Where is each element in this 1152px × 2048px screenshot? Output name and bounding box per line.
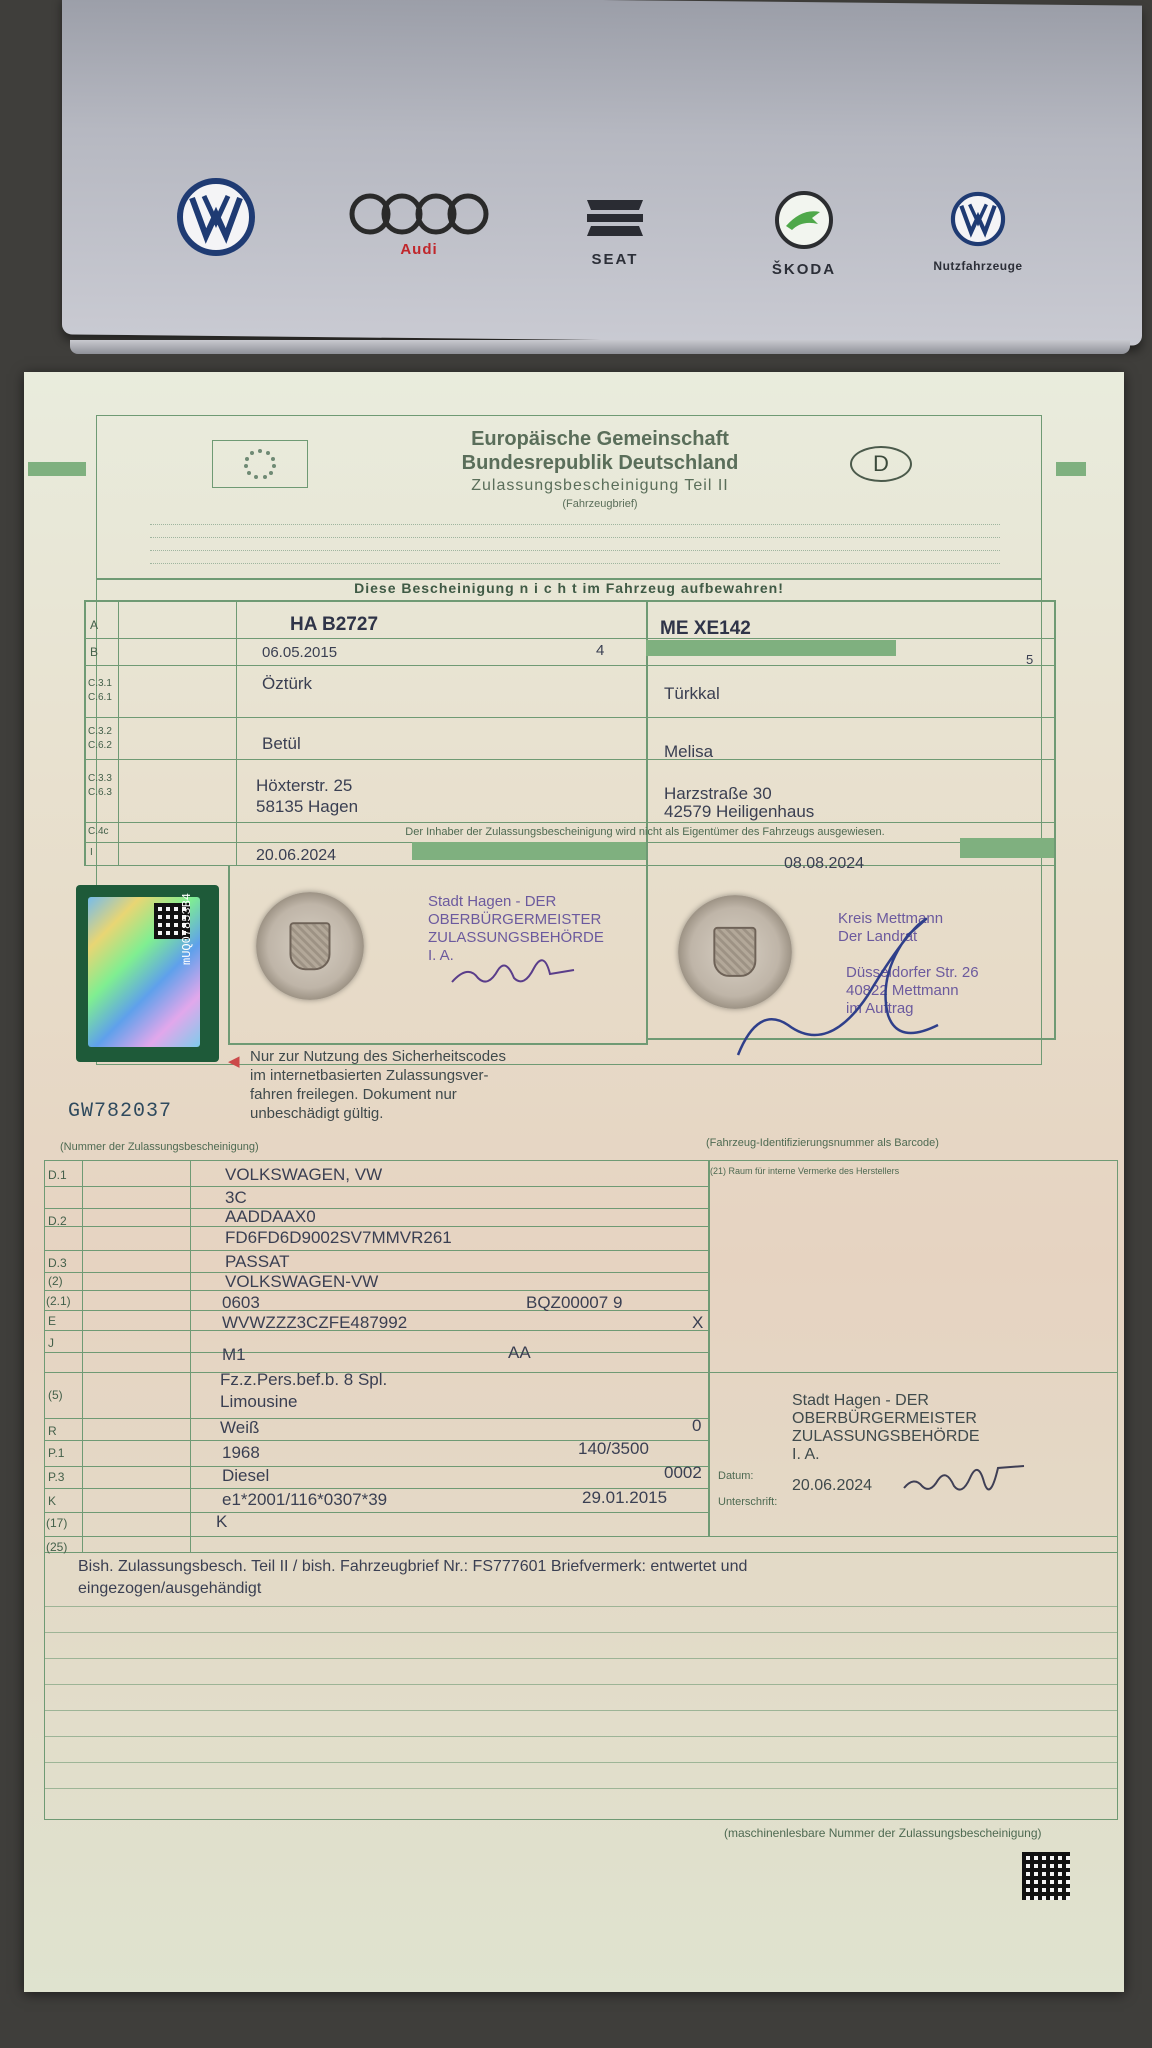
certificate-number: GW782037 xyxy=(68,1100,173,1123)
right-signature xyxy=(728,905,948,1065)
right-authority-2: Der Landrat xyxy=(838,928,918,945)
vehicle-fuel: Diesel xyxy=(222,1466,270,1485)
left-city: 58135 Hagen xyxy=(256,797,359,816)
issuer-4: I. A. xyxy=(792,1446,820,1463)
eu-stars-icon xyxy=(213,441,307,487)
vehicle-folder xyxy=(62,0,1142,346)
green-marker-right xyxy=(1056,462,1086,476)
left-authority-2: OBERBÜRGERMEISTER xyxy=(428,911,602,928)
code-17: (17) xyxy=(46,1516,68,1530)
machine-readable-code xyxy=(1022,1852,1070,1900)
code-j: J xyxy=(48,1336,54,1350)
code-p3: P.3 xyxy=(48,1470,65,1484)
vehicle-color: Weiß xyxy=(220,1418,260,1437)
code-d3: D.3 xyxy=(48,1256,67,1270)
remarks-line-2: eingezogen/ausgehändigt xyxy=(78,1580,262,1597)
keep-note: Diese Bescheinigung n i c h t im Fahrzeug aufbewahren! xyxy=(354,580,784,596)
vehicle-designation: Fz.z.Pers.bef.b. 8 Spl. xyxy=(220,1370,388,1389)
code-d1: D.1 xyxy=(48,1168,67,1182)
right-city: 42579 Heiligenhaus xyxy=(664,802,815,821)
certificate-number-label: (Nummer der Zulassungsbescheinigung) xyxy=(60,1141,259,1153)
vehicle-body: AA xyxy=(508,1343,531,1362)
vehicle-displacement: 1968 xyxy=(222,1443,260,1462)
security-note-3: fahren freilegen. Dokument nur xyxy=(250,1086,457,1103)
vw-logo xyxy=(170,178,262,261)
right-authority-1: Kreis Mettmann xyxy=(838,910,944,927)
seat-s-icon xyxy=(583,196,647,240)
left-surname: Öztürk xyxy=(262,674,313,693)
vehicle-code-21: 0603 xyxy=(222,1293,260,1312)
left-prev-owners: 4 xyxy=(596,642,605,659)
vehicle-body-type: Limousine xyxy=(220,1392,298,1411)
vehicle-manufacturer: VOLKSWAGEN-VW xyxy=(225,1272,379,1291)
audi-rings-icon xyxy=(348,192,490,236)
vehicle-vin: WVWZZZ3CZFE487992 xyxy=(222,1313,408,1332)
code-5: (5) xyxy=(48,1388,63,1402)
vehicle-color-code: 0 xyxy=(692,1416,702,1435)
vehicle-type: 3C xyxy=(225,1188,247,1207)
vw-nutzfahrzeuge-logo xyxy=(918,190,1038,273)
security-hologram xyxy=(76,885,219,1062)
skoda-logo xyxy=(756,190,852,278)
header-eu: Europäische Gemeinschaft xyxy=(471,428,729,450)
code-i: I xyxy=(90,847,93,858)
right-authority-5: 40822 Mettmann xyxy=(846,982,959,999)
left-date-b: 06.05.2015 xyxy=(262,644,338,661)
code-c32: C.3.2 C.6.2 xyxy=(88,726,112,751)
code-c4c: C.4c xyxy=(88,826,109,837)
vw-icon xyxy=(170,178,262,256)
right-authority-4: Düsseldorfer Str. 26 xyxy=(846,964,979,981)
code-2: (2) xyxy=(48,1274,63,1288)
signature-label: Unterschrift: xyxy=(718,1496,778,1508)
vehicle-approval-date: 29.01.2015 xyxy=(582,1488,668,1507)
header-country: Bundesrepublik Deutschland xyxy=(461,452,739,474)
multilingual-note xyxy=(150,512,1000,567)
right-authority-6: im Auftrag xyxy=(846,1000,914,1017)
vehicle-fuel-code: 0002 xyxy=(664,1463,702,1482)
code-21: (2.1) xyxy=(46,1294,71,1308)
code-c33: C.3.3 C.6.3 xyxy=(88,773,112,798)
code-b: B xyxy=(90,645,99,659)
hologram-code: mUQ07853B4 xyxy=(180,892,194,965)
vehicle-ec-approval: e1*2001/116*0307*39 xyxy=(222,1490,388,1509)
audi-logo xyxy=(348,192,490,258)
left-authority-3: ZULASSUNGSBEHÖRDE xyxy=(428,929,604,946)
skoda-label: ŠKODA xyxy=(771,261,837,278)
code-k: K xyxy=(48,1494,57,1508)
right-plate: ME XE142 xyxy=(660,618,751,639)
skoda-arrow-icon xyxy=(772,190,836,250)
issue-date-label: Datum: xyxy=(718,1470,754,1482)
eu-flag xyxy=(212,440,308,488)
issuer-signature xyxy=(898,1448,1028,1508)
right-first-name: Melisa xyxy=(664,742,714,761)
vehicle-variant: AADDAAX0 xyxy=(225,1207,316,1226)
code-c31: C.3.1 C.6.1 xyxy=(88,678,112,703)
code-r: R xyxy=(48,1424,57,1438)
green-marker-left xyxy=(28,462,86,476)
vehicle-code-22: BQZ00007 9 xyxy=(526,1293,623,1312)
right-date-i: 08.08.2024 xyxy=(784,855,865,872)
vehicle-make: VOLKSWAGEN, VW xyxy=(225,1165,383,1184)
code-e: E xyxy=(48,1314,57,1328)
security-note-4: unbeschädigt gültig. xyxy=(250,1105,384,1122)
code-a: A xyxy=(90,618,99,632)
seat-logo xyxy=(560,196,670,268)
code-d2: D.2 xyxy=(48,1214,67,1228)
header-title: Zulassungsbescheinigung Teil II xyxy=(471,477,729,494)
left-authority-4: I. A. xyxy=(428,947,454,964)
barcode-label: (Fahrzeug-Identifizierungsnummer als Barcode) xyxy=(706,1137,939,1149)
header-subtitle: (Fahrzeugbrief) xyxy=(562,498,638,510)
vw-commercial-icon xyxy=(946,190,1010,248)
right-prev-owners: 5 xyxy=(1026,652,1034,667)
owner-notice: Der Inhaber der Zulassungsbescheinigung wird nicht als Eigentümer des Fahrzeugs ausgewiesen. xyxy=(405,826,885,838)
machine-readable-label: (maschinenlesbare Nummer der Zulassungsbescheinigung) xyxy=(724,1826,1042,1840)
manufacturer-space-label: (21) Raum für interne Vermerke des Herstellers xyxy=(710,1166,900,1176)
right-surname: Türkkal xyxy=(664,684,720,703)
left-official-seal xyxy=(256,892,364,1000)
security-note-2: im internetbasierten Zulassungsver- xyxy=(250,1067,489,1084)
remarks-line-1: Bish. Zulassungsbesch. Teil II / bish. Fahrzeugbrief Nr.: FS777601 Briefvermerk: entwertet und xyxy=(78,1558,748,1575)
security-note-1: Nur zur Nutzung des Sicherheitscodes xyxy=(250,1048,506,1065)
left-authority-1: Stadt Hagen - DER xyxy=(428,893,557,910)
nutzfahrzeuge-label: Nutzfahrzeuge xyxy=(933,259,1023,273)
left-plate: HA B2727 xyxy=(290,614,379,635)
vehicle-field-17: K xyxy=(216,1512,228,1531)
audi-label: Audi xyxy=(400,241,438,258)
left-first-name: Betül xyxy=(262,734,301,753)
right-street: Harzstraße 30 xyxy=(664,784,772,803)
code-p1: P.1 xyxy=(48,1446,65,1460)
country-code: D xyxy=(850,446,912,482)
issuer-2: OBERBÜRGERMEISTER xyxy=(792,1410,977,1427)
issuer-1: Stadt Hagen - DER xyxy=(792,1392,929,1409)
issuer-3: ZULASSUNGSBEHÖRDE xyxy=(792,1428,980,1445)
code-25: (25) xyxy=(46,1540,68,1554)
seat-label: SEAT xyxy=(591,251,639,268)
left-date-i: 20.06.2024 xyxy=(256,847,337,864)
issue-date: 20.06.2024 xyxy=(792,1477,873,1494)
left-signature xyxy=(448,944,578,994)
vehicle-version: FD6FD6D9002SV7MMVR261 xyxy=(225,1228,452,1247)
vehicle-trade-name: PASSAT xyxy=(225,1252,290,1271)
vehicle-power: 140/3500 xyxy=(578,1439,649,1458)
vehicle-check-digit: X xyxy=(692,1313,704,1332)
vehicle-class: M1 xyxy=(222,1345,246,1364)
folder-edge xyxy=(70,340,1130,354)
left-street: Höxterstr. 25 xyxy=(256,776,353,795)
arrow-icon: ◀ xyxy=(228,1053,240,1070)
